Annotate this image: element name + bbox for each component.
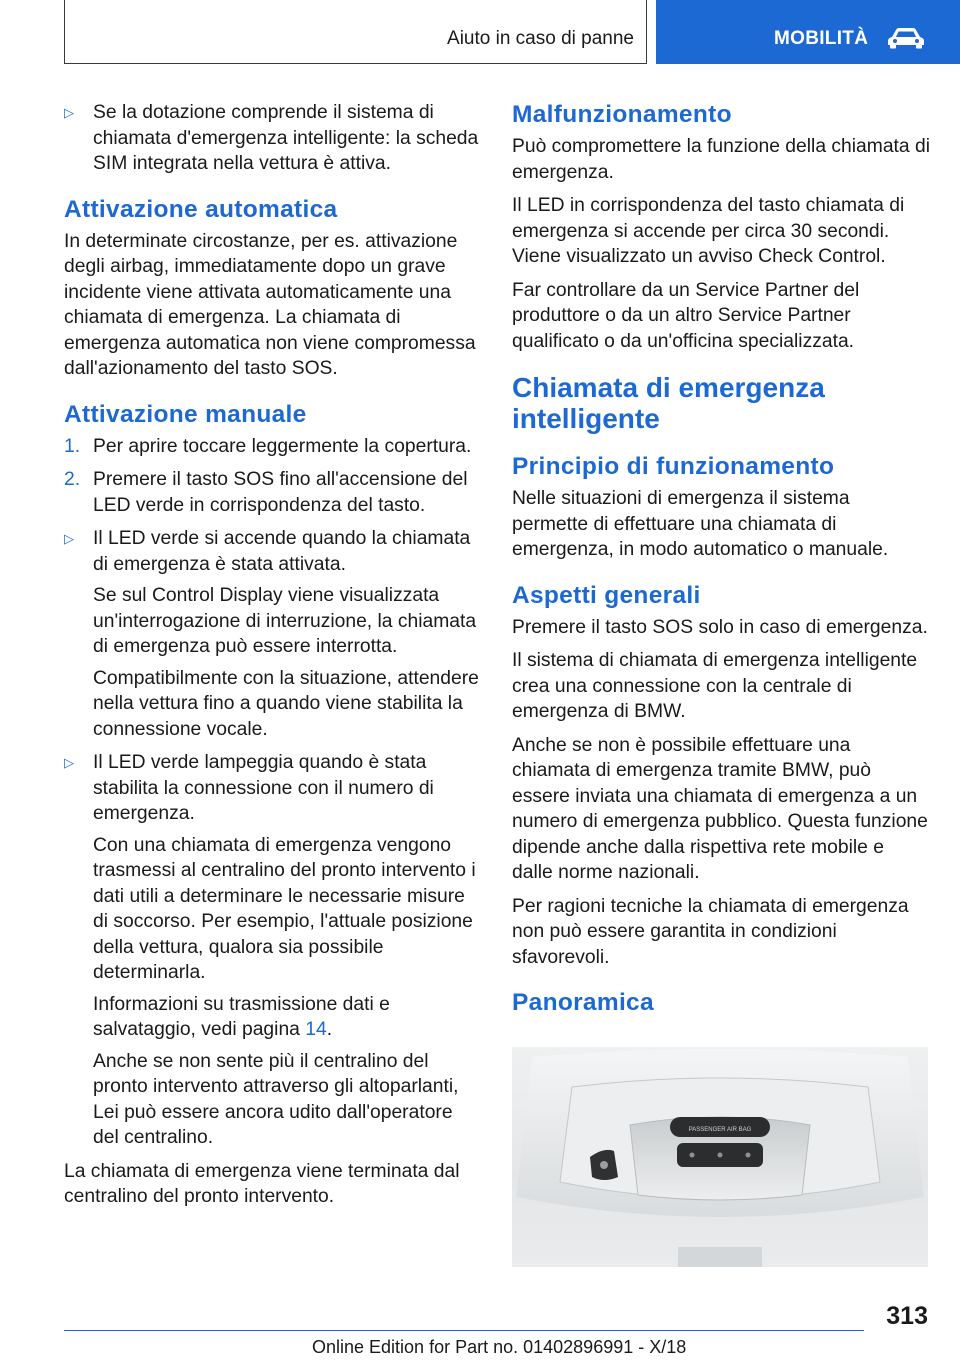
step-number: 1.: [64, 435, 81, 457]
paragraph: Il sistema di chiamata di emergenza intelligente crea una connessione con la centrale di emergenza di BMW.: [512, 650, 918, 722]
paragraph-text: .: [326, 1019, 333, 1040]
step-item: [64, 434, 480, 460]
paragraph: Se sul Control Display viene visualizzata un'interrogazione di interruzione, la chiamata di emergenza può essere interrotta.: [93, 585, 477, 657]
paragraph: Far controllare da un Service Partner del produttore o da un altro Service Partner qualificato o da un'officina specializzata.: [512, 279, 860, 352]
step-item: [64, 467, 480, 518]
step-text: Premere il tasto SOS fino all'accensione del LED verde in corrispondenza del tasto.: [93, 469, 468, 516]
paragraph: Può compromettere la funzione della chiamata di emergenza.: [512, 136, 930, 183]
paragraph-text: Informazioni su trasmissione dati e salvataggio, vedi pagina: [93, 993, 390, 1040]
step-text: Per aprire toccare leggermente la copertura.: [93, 435, 472, 457]
car-icon: [886, 27, 926, 49]
page-reference-link[interactable]: 14: [305, 1019, 327, 1040]
paragraph: In determinate circostanze, per es. attivazione degli airbag, immediatamente dopo un grave incidente viene attivata automaticamente una chiamata di emergenza. La chiamata di emergenza automatica non viene compromessa dall'azionamento del tasto SOS.: [64, 230, 476, 379]
bullet-text: Se la dotazione comprende il sistema di chiamata d'emergenza intelligente: la scheda SIM integrata nella vettura è attiva.: [93, 102, 479, 174]
list-item: [64, 526, 480, 742]
paragraph: La chiamata di emergenza viene terminata dal centralino del pronto intervento.: [64, 1160, 460, 1207]
paragraph: Per ragioni tecniche la chiamata di emergenza non può essere garantita in condizioni sfavorevoli.: [512, 895, 909, 968]
right-column: [512, 100, 930, 1022]
paragraph: Anche se non è possibile effettuare una chiamata di emergenza tramite BMW, può essere inviata una chiamata di emergenza a un numero di emergenza pubblico. Questa funzione dipende anche dalla rispettiva rete mobile e dalle norme nazionali.: [512, 734, 928, 883]
paragraph: Compatibilmente con la situazione, attendere nella vettura fino a quando viene stabilita la connessione vocale.: [93, 667, 479, 740]
step-number: 2.: [64, 469, 81, 490]
list-item: [64, 100, 480, 177]
paragraph: [93, 992, 480, 1043]
triangle-bullet-icon: ▷: [64, 531, 74, 546]
footer-divider: [64, 1330, 864, 1331]
paragraph: Anche se non sente più il centralino del pronto intervento attraverso gli altoparlanti, Lei può essere ancora udito dall'operatore del centralino.: [93, 1050, 459, 1148]
heading-malfunction: Malfunzionamento: [512, 101, 732, 128]
triangle-bullet-icon: ▷: [64, 755, 74, 770]
overhead-console-photo: [512, 1047, 928, 1267]
paragraph: Premere il tasto SOS solo in caso di emergenza.: [512, 616, 928, 638]
paragraph: Il LED in corrispondenza del tasto chiamata di emergenza si accende per circa 30 secondi. Viene visualizzato un avviso Check Control.: [512, 195, 905, 267]
heading-automatic-activation: Attivazione automatica: [64, 195, 338, 223]
bullet-text: Il LED verde si accende quando la chiamata di emergenza è stata attivata.: [93, 528, 471, 575]
photo-label: PASSENGER AIR BAG: [688, 1127, 752, 1133]
bullet-text: Il LED verde lampeggia quando è stata stabilita la connessione con il numero di emergenza.: [93, 752, 434, 824]
left-column: [64, 100, 480, 1218]
footer-edition: Online Edition for Part no. 01402896991 - X/18: [312, 1337, 687, 1357]
paragraph: Nelle situazioni di emergenza il sistema permette di effettuare una chiamata di emergenza, in modo automatico o manuale.: [512, 488, 889, 560]
page-number: 313: [886, 1302, 928, 1330]
header-chapter-tab[interactable]: [656, 0, 960, 64]
heading-general-aspects: Aspetti generali: [512, 581, 701, 609]
heading-overview: Panoramica: [512, 989, 654, 1016]
paragraph: Con una chiamata di emergenza vengono trasmessi al centralino del pronto intervento i dati utili a determinare le necessarie misure di soccorso. Per esempio, l'attuale posizione della vettura, qualora sia possibile determinarla.: [93, 834, 476, 983]
heading-manual-activation: Attivazione manuale: [64, 400, 307, 428]
list-item: [64, 750, 480, 1151]
heading-intelligent-emergency-call: Chiamata di emergenza intelligente: [512, 372, 825, 434]
header-chapter-title: MOBILITÀ: [774, 28, 869, 49]
triangle-bullet-icon: ▷: [64, 105, 74, 120]
header-section-box: [64, 0, 647, 64]
overhead-console-illustration: [512, 1047, 928, 1267]
header-section-title: Aiuto in caso di panne: [447, 28, 634, 49]
heading-operating-principle: Principio di funzionamento: [512, 453, 835, 480]
